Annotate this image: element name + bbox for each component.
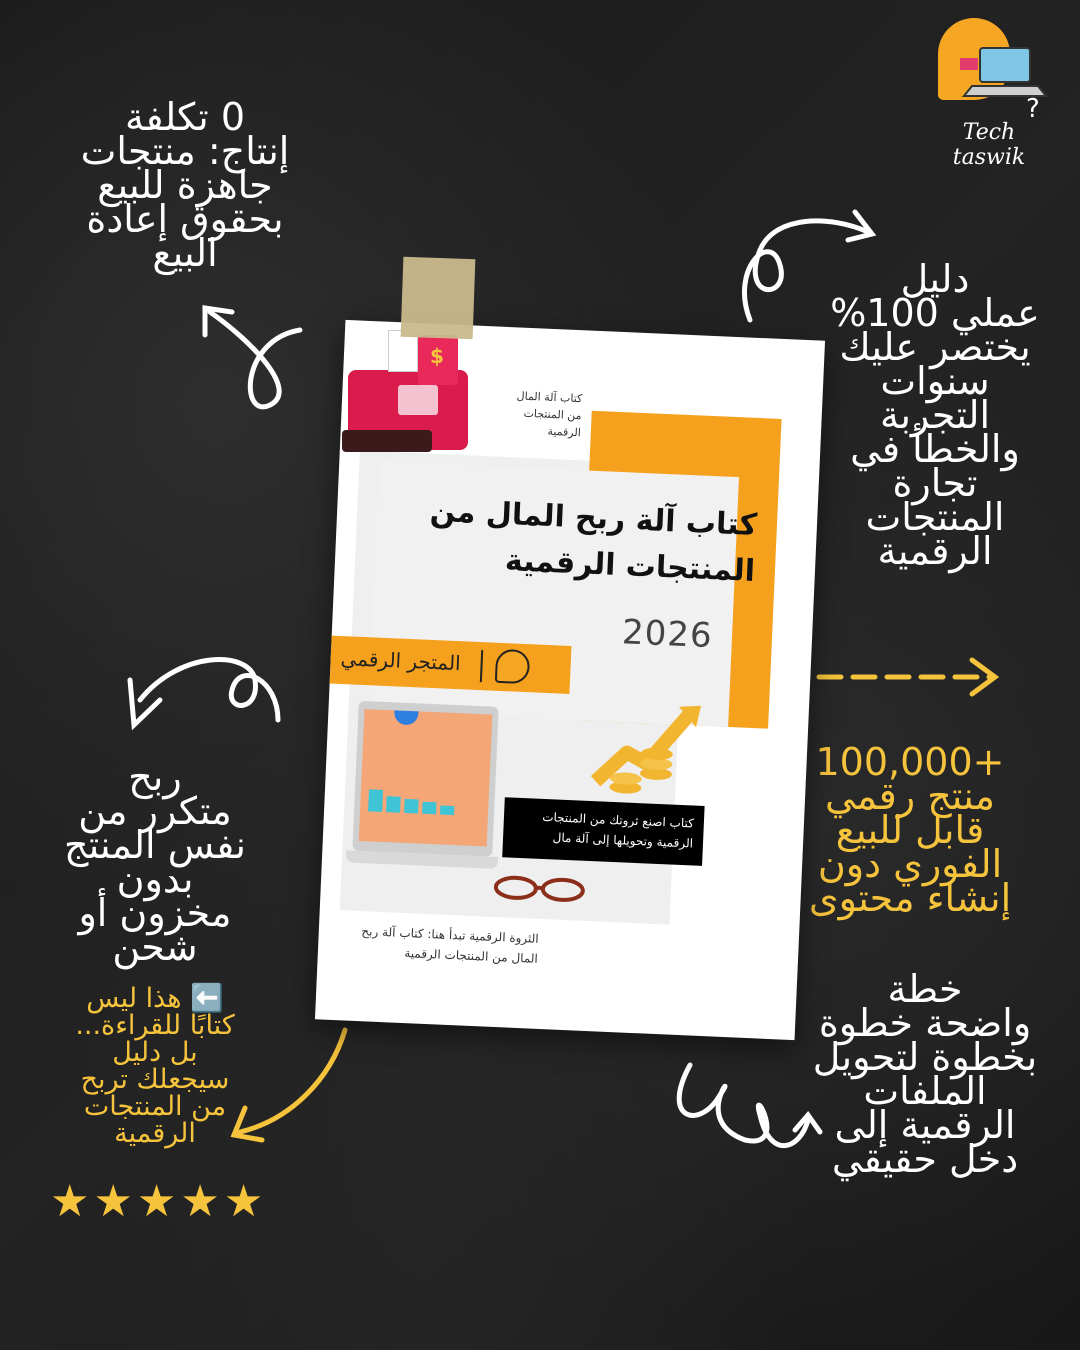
laptop-screen-chart <box>359 709 493 846</box>
book-tagline-box: كتاب اصنع ثروتك من المنتجات الرقمية وتحويلها إلى آلة مال <box>502 797 704 866</box>
book-footer-text: الثروة الرقمية تبدأ هنا: كتاب آلة ربح المال من المنتجات الرقمية <box>361 924 539 966</box>
question-mark-icon: ? <box>1026 94 1040 124</box>
store-logo-icon <box>495 649 530 684</box>
benefit-practical-guide: دليل عملي 100% يختصر عليك سنوات التجربة والخطأ في تجارة المنتجات الرقمية <box>830 257 1040 573</box>
benefit-zero-cost: 0 تكلفة إنتاج: منتجات جاهزة للبيع بحقوق إعادة البيع <box>80 95 290 275</box>
arrow-bottom-right <box>679 1065 808 1146</box>
arrow-middle-left <box>140 660 278 720</box>
cash-register-icon <box>348 330 478 460</box>
not-just-a-book-note: ⬅️ هذا ليس كتابًا للقراءة... بل دليل سيجعلك تربح من المنتجات الرقمية <box>75 983 235 1149</box>
rating-stars <box>50 1176 280 1227</box>
arrow-top-left <box>210 312 300 407</box>
coins-growth-icon <box>585 691 699 796</box>
book-title: كتاب آلة ربح المال من المنتجات الرقمية <box>429 493 758 589</box>
brand-logo <box>930 14 1055 170</box>
star-icon: ★ <box>50 1176 90 1227</box>
benefit-100k-products: +100,000 منتج رقمي قابل للبيع الفوري دون إنشاء محتوى <box>808 740 1012 920</box>
store-label: المتجر الرقمي <box>340 645 462 676</box>
star-icon: ★ <box>223 1176 264 1227</box>
tape-strip <box>401 257 476 339</box>
dollar-icon: $ <box>430 344 444 368</box>
laptop-image <box>351 701 504 887</box>
star-icon: ★ <box>180 1176 220 1227</box>
store-separator <box>480 650 483 682</box>
brand-name: Tech taswik <box>952 120 1026 170</box>
chart-dot-icon <box>394 710 419 725</box>
benefit-clear-plan: خطة واضحة خطوة بخطوة لتحويل الملفات الرقمية إلى دخل حقيقي <box>812 967 1038 1181</box>
benefit-recurring-profit: ربح متكرر من نفس المنتج بدون مخزون أو شحن <box>64 755 246 969</box>
book-year: 2026 <box>621 612 714 657</box>
star-icon: ★ <box>93 1176 133 1227</box>
book-small-title: كتاب آلة المال من المنتجات الرقمية <box>516 389 583 440</box>
star-icon: ★ <box>136 1176 177 1227</box>
glasses-icon <box>490 872 591 906</box>
